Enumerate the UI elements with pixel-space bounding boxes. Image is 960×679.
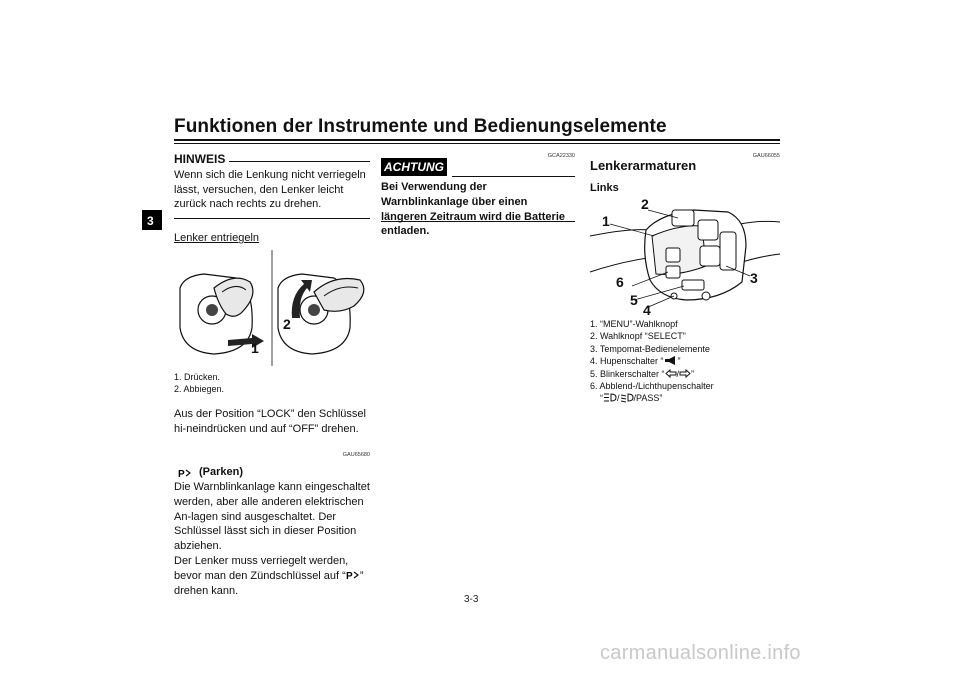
horn-icon: [664, 356, 678, 365]
left-column: [174, 152, 370, 246]
header-rule: [174, 139, 780, 141]
handlebar-callout-1: 1: [602, 213, 610, 229]
handlebar-callout-4: 4: [643, 302, 651, 318]
handlebar-switch-figure: [590, 196, 780, 316]
chapter-number: 3: [147, 214, 154, 228]
park-heading-row: [174, 465, 370, 480]
turn-key-illustration: [278, 274, 364, 354]
note-end-rule: [174, 218, 370, 219]
park-text-lock-b: ” drehen kann.: [174, 569, 364, 597]
note-text: Wenn sich die Lenkung nicht verriegeln lässt, versuchen, den Lenker leicht zurück nach rechts zu drehen.: [174, 168, 366, 211]
park-heading: (Parken): [199, 466, 244, 479]
unlock-heading: Lenker entriegeln: [174, 232, 260, 245]
warning-text: Bei Verwendung der Warnblinkanlage über einen längeren Zeitraum wird die Batterie entladen.: [381, 181, 565, 238]
caption-turn: 2. Abbiegen.: [174, 384, 225, 395]
note-heading: HINWEIS: [174, 152, 226, 166]
note-heading-row: [174, 152, 370, 167]
steering-lock-figure: [174, 248, 370, 366]
page-title: Funktionen der Instrumente und Bedienungselemente: [174, 116, 667, 137]
caption-menu-knob: 1. “MENU”-Wahlknopf: [590, 319, 678, 329]
caption-cruise-control: 3. Tempomat-Bedienelemente: [590, 343, 710, 354]
section-heading: Lenkerarmaturen: [590, 158, 697, 173]
parking-p-icon: [178, 468, 192, 478]
watermark: carmanualsonline.info: [600, 642, 801, 664]
caption-select-knob: 2. Wahlknopf “SELECT”: [590, 331, 686, 342]
turn-left-icon: [665, 369, 677, 378]
note-heading-rule: [229, 161, 370, 162]
paragraph-lock-to-off: Aus der Position “LOCK” den Schlüssel hi-neindrücken und auf “OFF” drehen.: [174, 407, 366, 435]
caption-dimmer-open: “: [600, 393, 603, 404]
controls-code: GAU66055: [752, 153, 780, 159]
section-code: GAU65680: [342, 452, 370, 459]
caption-horn-b: ”: [677, 356, 681, 367]
svg-text:P: P: [345, 570, 353, 582]
handlebar-callout-5: 5: [630, 292, 638, 308]
sub-heading: Links: [590, 182, 619, 194]
achtung-label: ACHTUNG: [381, 158, 447, 176]
figure-callout-2: 2: [283, 316, 291, 332]
caption-dimmer-symbols: [590, 392, 780, 404]
caption-horn: [590, 355, 780, 367]
caption-horn-a: 4. Hupenschalter “: [590, 356, 664, 367]
caption-dimmer-close: /PASS”: [633, 393, 663, 404]
caption-dimmer-sep: /: [617, 393, 620, 404]
figure-callout-1: 1: [251, 340, 259, 356]
park-text: Die Warnblinkanlage kann eingeschaltet werden, aber alle anderen elektrischen An-lagen sind ausgeschaltet. Der Schlüssel lässt sich in dieser Position abziehen.: [174, 481, 370, 553]
warning-end-rule: [381, 221, 575, 222]
park-text-lock: [174, 554, 370, 598]
turn-right-icon: [676, 368, 691, 379]
caption-turn-signal-b: ”: [691, 368, 695, 379]
caption-push: 1. Drücken.: [174, 372, 221, 382]
parking-p-icon-inline: [346, 570, 360, 580]
caption-turn-signal: [590, 368, 780, 380]
high-beam-icon: [603, 393, 617, 402]
park-text-lock-a: Der Lenker muss verriegelt werden, bevor man den Zündschlüssel auf “: [174, 554, 349, 582]
handlebar-callout-2: 2: [641, 196, 649, 212]
caption-dimmer: 6. Abblend-/Lichthupenschalter: [590, 381, 714, 392]
header-rule-thin: [174, 143, 780, 144]
caption-turn-signal-a: 5. Blinkerschalter “: [590, 368, 665, 379]
handlebar-callout-3: 3: [750, 270, 758, 286]
svg-text:P: P: [178, 468, 185, 480]
handlebar-captions: [590, 318, 780, 405]
left-column-lower: [174, 371, 370, 598]
low-beam-icon: [620, 393, 634, 402]
warning-code: GCA22330: [547, 153, 575, 159]
page-number: 3-3: [464, 594, 479, 605]
achtung-rule: [452, 176, 575, 177]
caption-turn-signal-sep: /: [676, 368, 680, 379]
handlebar-callout-6: 6: [616, 274, 624, 290]
switch-housing: [645, 210, 746, 300]
